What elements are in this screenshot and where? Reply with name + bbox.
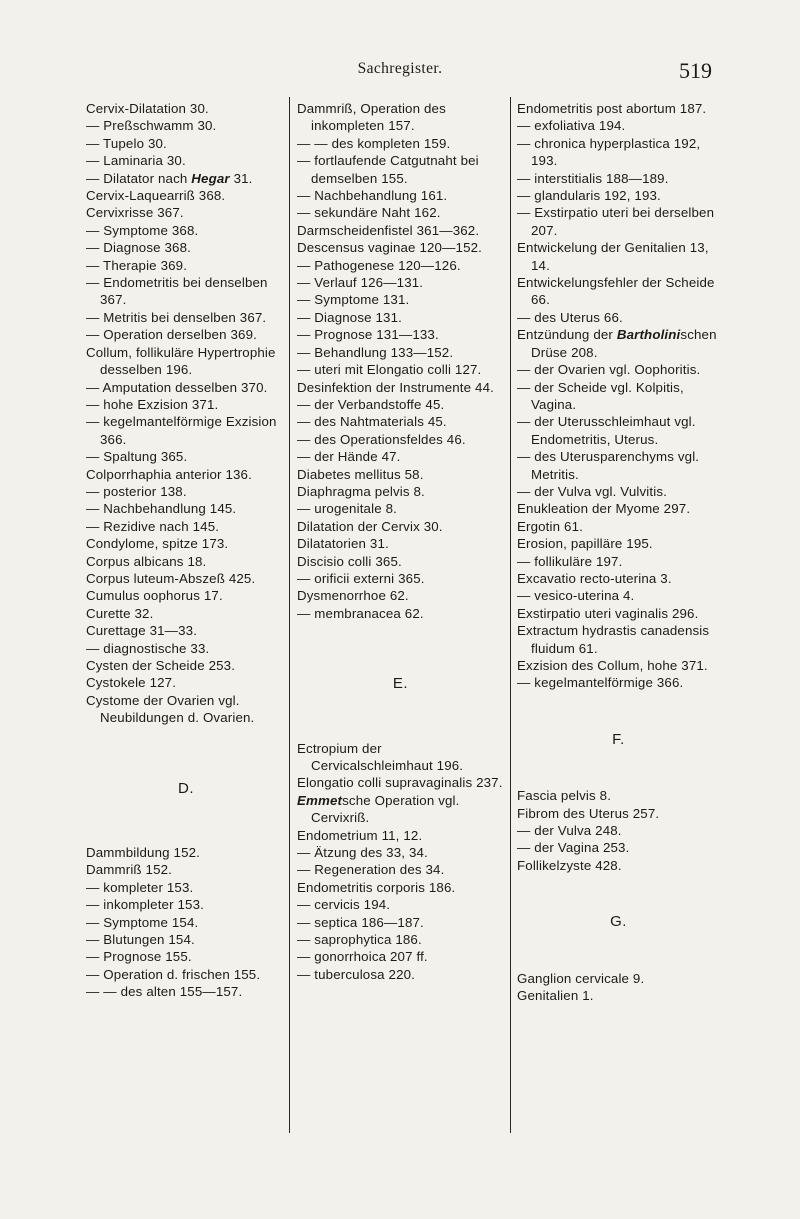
index-entry: — kegelmantelförmige 366. [517,675,684,691]
spacer [86,812,286,844]
index-entry: — Amputation desselben 370. [86,379,268,395]
index-entry: — glandularis 192, 193. [517,188,661,204]
index-entry: — inkompleter 153. [86,897,204,913]
index-column-1 [86,100,286,1001]
section-letter: D. [178,779,194,797]
index-entry: — Symptome 368. [86,222,199,238]
index-entry: — fortlaufende Catgutnaht bei demselben 155. [297,153,479,186]
index-entry: Cysten der Scheide 253. [86,658,236,673]
index-entry: Dilatatorien 31. [297,536,389,552]
index-entry: — der Vulva 248. [517,823,622,839]
index-entry: Emmetsche Operation vgl. Cervixriß. [297,792,460,826]
index-entry: — posterior 138. [86,483,187,499]
index-entry: Erosion, papilläre 195. [517,536,653,552]
index-entry: Endometrium 11, 12. [297,827,423,843]
spacer [517,763,720,787]
index-entry: Descensus vaginae 120—152. [297,240,483,256]
index-entry: — kegelmantelförmige Exzision 366. [86,414,277,447]
index-entry: Entwickelungsfehler der Scheide 66. [517,275,715,308]
index-entry: — Operation derselben 369. [86,327,257,343]
index-entry: — Preßschwamm 30. [86,118,217,134]
index-entry: Entzündung der Bartholinischen Drüse 208. [517,327,717,360]
index-entry: — exfoliativa 194. [517,118,626,134]
spacer [86,727,286,765]
index-entry: Curette 32. [86,605,154,621]
index-entry: — Ätzung des 33, 34. [297,845,428,861]
index-entry: — Prognose 131—133. [297,327,439,343]
index-entry: Corpus luteum-Abszeß 425. [86,570,256,586]
index-entry: Cumulus oophorus 17. [86,588,223,604]
index-entry: — Exstirpatio uteri bei derselben 207. [517,205,715,238]
index-entry: Exstirpatio uteri vaginalis 296. [517,605,699,621]
page-header [0,58,800,88]
index-entry: Cervixrisse 367. [86,205,184,221]
index-entry: Genitalien 1. [517,988,594,1004]
index-entry: — Behandlung 133—152. [297,344,454,360]
index-entry: — Tupelo 30. [86,135,167,151]
section-letter: G. [610,913,627,931]
index-entry: — chronica hyperplastica 192, 193. [517,135,701,169]
index-entry: Fascia pelvis 8. [517,788,612,804]
index-entry: — diagnostische 33. [86,640,210,656]
index-entry: — des Uterusparenchyms vgl. Metritis. [517,449,700,482]
index-entry: Dammriß 152. [86,862,173,878]
person-name: Bartholini [616,327,681,343]
column-divider [510,97,511,1133]
index-entry: Discisio colli 365. [297,553,402,569]
index-entry: Ergotin 61. [517,518,583,534]
spacer [297,622,504,660]
spacer [297,708,504,740]
index-entry: Excavatio recto-uterina 3. [517,570,672,586]
index-entry: Cystokele 127. [86,675,177,691]
index-entry: — — des alten 155—157. [86,984,243,1000]
index-entry: — interstitialis 188—189. [517,170,669,186]
person-name: Hegar [191,170,230,186]
index-entry: — der Ovarien vgl. Oophoritis. [517,362,701,378]
spacer [517,946,720,970]
index-entry: — der Vagina 253. [517,840,630,856]
index-column-2 [297,100,504,983]
index-entry: Elongatio colli supravaginalis 237. [297,775,503,791]
index-entry: — Dilatator nach Hegar 31. [86,170,253,186]
index-entry: Cervix-Dilatation 30. [86,101,209,116]
index-entry: — Symptome 154. [86,914,199,930]
index-entry: — Laminaria 30. [86,153,186,169]
index-entry: — Rezidive nach 145. [86,518,220,534]
index-entry: — Endometritis bei denselben 367. [86,275,268,308]
section-letter: E. [392,675,409,693]
index-entry: — Verlauf 126—131. [297,275,424,291]
index-entry: — Spaltung 365. [86,449,188,465]
index-entry: — Therapie 369. [86,257,188,273]
section-letter: F. [612,730,625,748]
index-entry: — der Scheide vgl. Kolpitis, Vagina. [517,379,684,412]
index-entry: — Metritis bei denselben 367. [86,309,267,325]
spacer [517,692,720,716]
index-entry: Ganglion cervicale 9. [517,970,645,986]
index-entry: — uteri mit Elongatio colli 127. [297,362,482,378]
index-column-3 [517,100,720,1004]
index-entry: Desinfektion der Instrumente 44. [297,379,494,395]
index-entry: Follikelzyste 428. [517,857,622,873]
index-entry: Diaphragma pelvis 8. [297,483,425,499]
index-entry: Enukleation der Myome 297. [517,501,691,517]
index-entry: Condylome, spitze 173. [86,536,229,552]
index-entry: Diabetes mellitus 58. [297,466,424,482]
index-entry: — des Operationsfeldes 46. [297,431,466,447]
index-entry: Cervix-Laquearriß 368. [86,188,226,204]
index-entry: Dysmenorrhoe 62. [297,588,409,604]
index-entry: — Prognose 155. [86,949,192,965]
running-title: Sachregister. [357,60,443,77]
index-entry: Fibrom des Uterus 257. [517,805,660,821]
index-entry: Dammriß, Operation des inkompleten 157. [297,101,446,134]
index-entry: — der Vulva vgl. Vulvitis. [517,483,667,499]
index-entry: Ectropium der Cervicalschleimhaut 196. [297,740,464,773]
index-entry: — der Verbandstoffe 45. [297,396,445,412]
index-entry: Exzision des Collum, hohe 371. [517,658,708,673]
index-entry: — Regeneration des 34. [297,862,445,878]
index-entry: — hohe Exzision 371. [86,396,219,412]
index-entry: Dammbildung 152. [86,845,201,861]
index-entry: Curettage 31—33. [86,623,198,639]
index-entry: Cystome der Ovarien vgl. Neubildungen d. Ovarien. [86,692,255,726]
person-name: Emmet [297,792,343,808]
index-entry: — membranacea 62. [297,605,424,621]
index-entry: — des Uterus 66. [517,309,623,325]
index-entry: — Blutungen 154. [86,932,195,948]
index-entry: — vesico-uterina 4. [517,588,635,604]
index-entry: — kompleter 153. [86,879,194,895]
index-entry: Collum, follikuläre Hypertrophie desselben 196. [86,344,276,378]
index-entry: — Symptome 131. [297,292,410,308]
index-entry: — der Hände 47. [297,449,401,465]
column-divider [289,97,290,1133]
index-entry: — Diagnose 131. [297,309,402,325]
index-entry: — der Uterusschleimhaut vgl. Endometritis, Uterus. [517,414,696,447]
index-entry: Entwickelung der Genitalien 13, 14. [517,240,709,273]
index-entry: Colporrhaphia anterior 136. [86,466,252,482]
index-entry: — urogenitale 8. [297,501,397,517]
index-entry: — Diagnose 368. [86,240,191,256]
index-entry: Endometritis post abortum 187. [517,101,707,116]
index-entry: — gonorrhoica 207 ff. [297,949,428,965]
index-entry: — septica 186—187. [297,914,424,930]
index-entry: Endometritis corporis 186. [297,879,456,895]
page-number: 519 [679,58,712,83]
index-entry: Dilatation der Cervix 30. [297,518,443,534]
index-entry: — tuberculosa 220. [297,966,416,982]
index-entry: — cervicis 194. [297,897,391,913]
spacer [517,874,720,898]
index-entry: — — des kompleten 159. [297,135,451,151]
index-entry: Corpus albicans 18. [86,553,207,569]
index-entry: — sekundäre Naht 162. [297,205,441,221]
index-entry: — Nachbehandlung 161. [297,188,448,204]
index-entry: — Nachbehandlung 145. [86,501,237,517]
index-entry: — Pathogenese 120—126. [297,257,461,273]
index-entry: — saprophytica 186. [297,932,422,948]
index-entry: — orificii externi 365. [297,570,425,586]
index-entry: — follikuläre 197. [517,553,623,569]
index-entry: — des Nahtmaterials 45. [297,414,447,430]
index-entry: Darmscheidenfistel 361—362. [297,222,480,238]
index-entry: — Operation d. frischen 155. [86,966,261,982]
index-entry: Extractum hydrastis canadensis fluidum 61. [517,623,710,656]
